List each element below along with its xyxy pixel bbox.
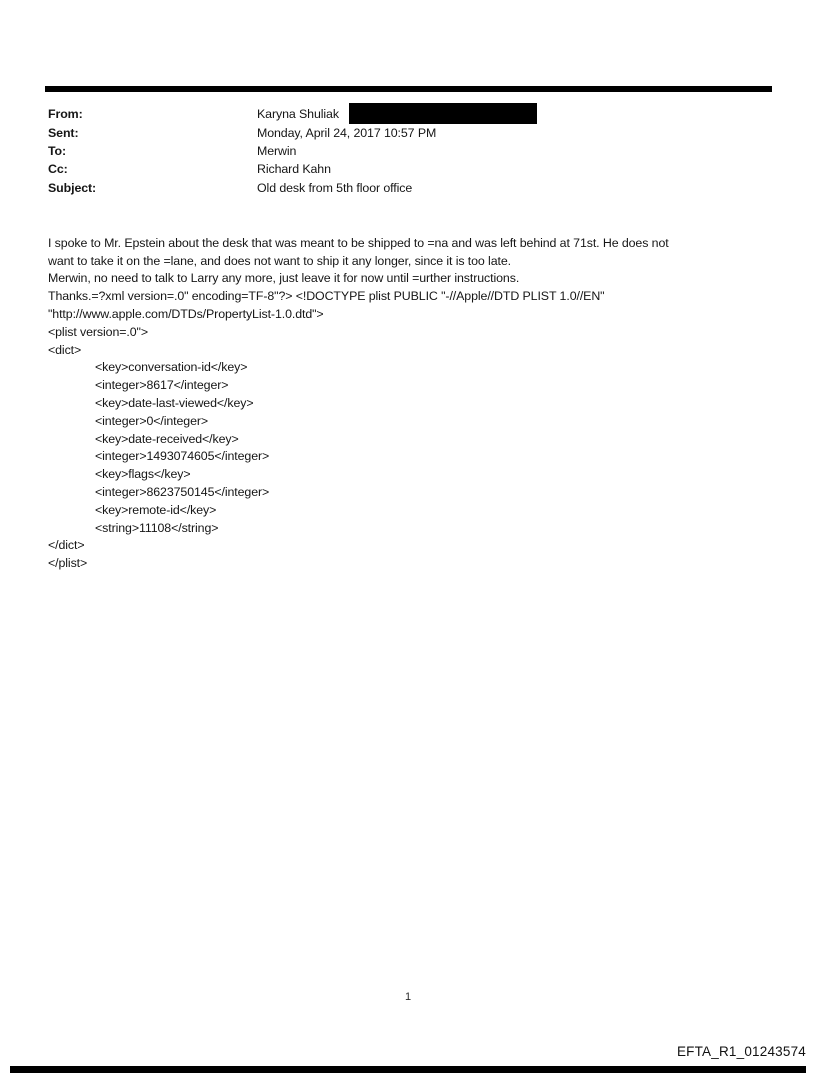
body-line: I spoke to Mr. Epstein about the desk that was meant to be shipped to =na and was left behind at 71st. He does not <box>48 235 669 250</box>
body-line-dict-close: </dict> <box>48 538 85 553</box>
body-line-plist-entry: <key>date-last-viewed</key> <box>95 396 254 411</box>
body-line: Merwin, no need to talk to Larry any more, just leave it for now until =urther instructions. <box>48 271 520 286</box>
body-line-plist-entry: <key>flags</key> <box>95 467 191 482</box>
email-header-row-to <box>48 142 768 160</box>
email-header-row-subject <box>48 179 768 197</box>
body-line-plist-entry: <integer>1493074605</integer> <box>95 449 270 464</box>
body-line: "http://www.apple.com/DTDs/PropertyList-1.0.dtd"> <box>48 307 324 322</box>
sent-value: Monday, April 24, 2017 10:57 PM <box>257 125 437 140</box>
cc-value: Richard Kahn <box>257 162 331 177</box>
sent-label: Sent: <box>48 125 79 140</box>
body-line-plist-entry: <string>11108</string> <box>95 520 219 535</box>
email-body <box>48 234 788 572</box>
from-label: From: <box>48 107 83 122</box>
body-line: Thanks.=?xml version=.0" encoding=TF-8"?> <!DOCTYPE plist PUBLIC "-//Apple//DTD PLIST 1.0//EN" <box>48 289 605 304</box>
bottom-scan-bar <box>10 1066 806 1073</box>
email-header-row-sent <box>48 123 768 141</box>
body-line: want to take it on the =lane, and does not want to ship it any longer, since it is too late. <box>48 253 511 268</box>
body-line-plist-entry: <integer>0</integer> <box>95 413 209 428</box>
subject-label: Subject: <box>48 180 97 195</box>
redaction-box <box>349 103 537 124</box>
body-line-plist-entry: <integer>8617</integer> <box>95 378 229 393</box>
body-line-plist-entry: <key>conversation-id</key> <box>95 360 248 375</box>
cc-label: Cc: <box>48 162 68 177</box>
body-line-plist-open: <plist version=.0"> <box>48 324 148 339</box>
body-line-dict-open: <dict> <box>48 342 82 357</box>
from-value: Karyna Shuliak <box>257 107 339 122</box>
body-line-plist-entry: <integer>8623750145</integer> <box>95 485 270 500</box>
page-number: 1 <box>404 991 412 1003</box>
bates-number: EFTA_R1_01243574 <box>676 1044 806 1059</box>
header-divider-rule <box>45 86 772 92</box>
email-header-row-cc <box>48 160 768 178</box>
body-line-plist-close: </plist> <box>48 556 88 571</box>
body-line-plist-entry: <key>date-received</key> <box>95 431 239 446</box>
subject-value: Old desk from 5th floor office <box>257 180 413 195</box>
to-value: Merwin <box>257 143 297 158</box>
body-line-plist-entry: <key>remote-id</key> <box>95 502 217 517</box>
to-label: To: <box>48 143 67 158</box>
